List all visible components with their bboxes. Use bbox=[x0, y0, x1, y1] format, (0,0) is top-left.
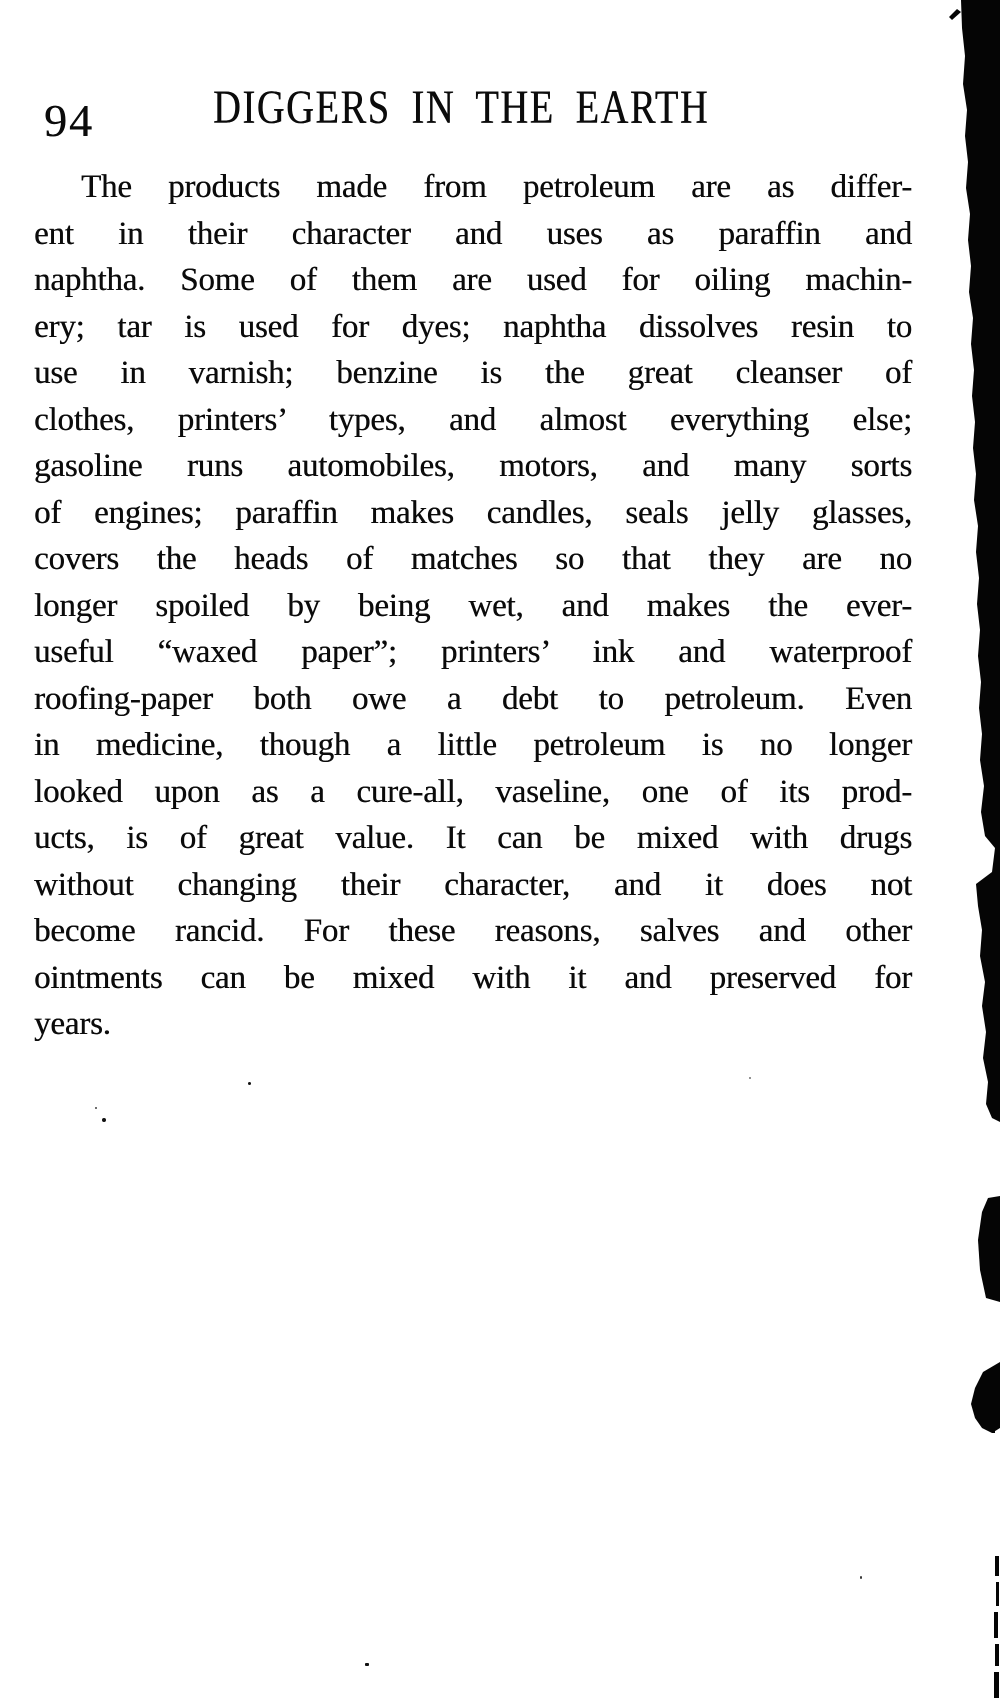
text-line: become rancid. For these reasons, salves and other bbox=[34, 913, 912, 949]
text-line: covers the heads of matches so that they are no bbox=[34, 541, 912, 577]
scan-speck bbox=[749, 1077, 751, 1079]
page-header-title: DIGGERS IN THE EARTH bbox=[213, 81, 710, 134]
text-line: years. bbox=[34, 1006, 111, 1042]
text-line: naphtha. Some of them are used for oiling machin- bbox=[34, 262, 912, 298]
text-line: useful “waxed paper”; printers’ ink and waterproof bbox=[34, 634, 912, 670]
text-line: of engines; paraffin makes candles, seals jelly glasses, bbox=[34, 494, 912, 531]
scan-gutter-shadow bbox=[940, 0, 1000, 1698]
scan-speck bbox=[365, 1663, 369, 1666]
text-line: ointments can be mixed with it and preserved for bbox=[34, 959, 912, 996]
text-line: use in varnish; benzine is the great cleanser of bbox=[34, 355, 912, 391]
text-line: clothes, printers’ types, and almost everything else; bbox=[34, 401, 912, 438]
text-line: gasoline runs automobiles, motors, and many sorts bbox=[34, 448, 912, 484]
text-line: ent in their character and uses as paraffin and bbox=[34, 215, 912, 252]
text-line: looked upon as a cure-all, vaseline, one of its prod- bbox=[34, 773, 912, 810]
text-line: in medicine, though a little petroleum is no longer bbox=[34, 727, 912, 763]
page-number: 94 bbox=[44, 95, 94, 146]
text-line: The products made from petroleum are as differ- bbox=[81, 169, 912, 205]
scan-speck bbox=[102, 1118, 106, 1122]
text-line: ucts, is of great value. It can be mixed with drugs bbox=[34, 820, 912, 856]
scan-speck bbox=[95, 1107, 97, 1109]
scan-speck bbox=[860, 1576, 862, 1579]
text-line: roofing-paper both owe a debt to petroleum. Even bbox=[34, 680, 912, 717]
text-line: longer spoiled by being wet, and makes the ever- bbox=[34, 587, 912, 624]
text-line: ery; tar is used for dyes; naphtha dissolves resin to bbox=[34, 308, 912, 345]
scan-speck bbox=[248, 1082, 251, 1085]
paragraph bbox=[34, 164, 912, 1048]
text-line: without changing their character, and it does not bbox=[34, 866, 912, 903]
